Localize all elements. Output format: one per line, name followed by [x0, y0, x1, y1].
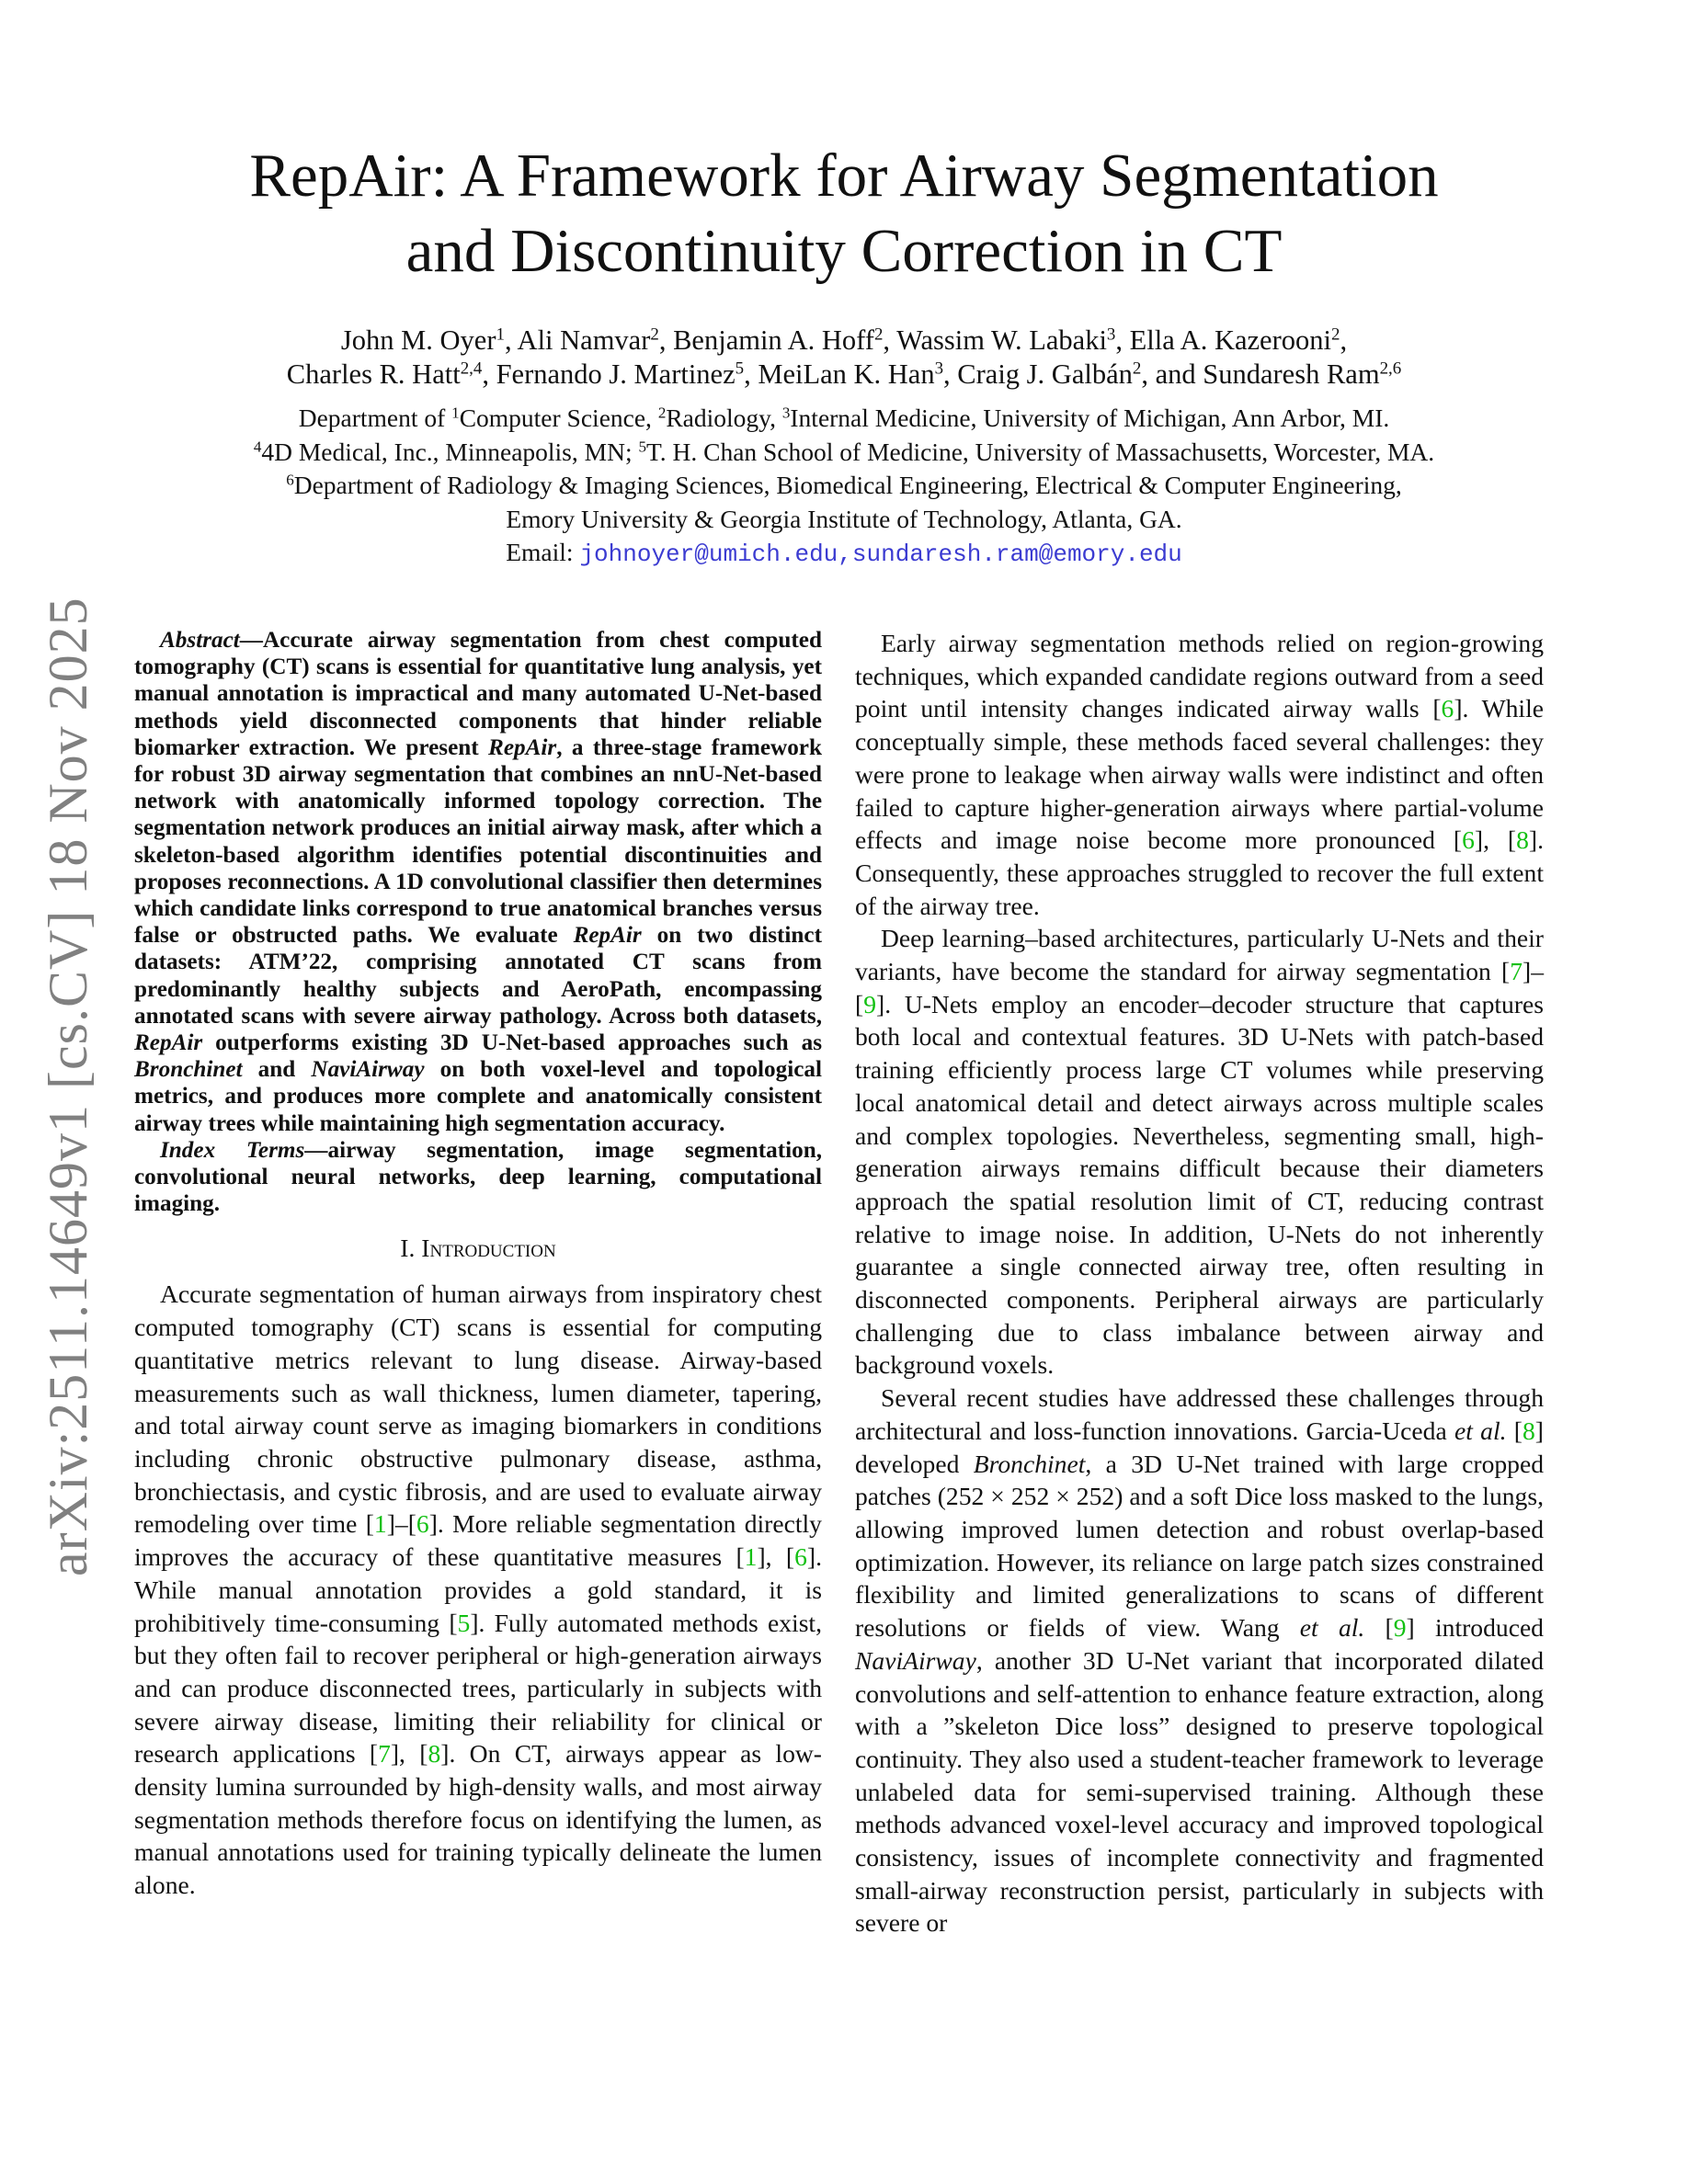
abstract-text: Accurate airway segmentation from chest computed tomography (CT) scans is essential for quantitative lung analysis, yet manual annotation is impractical and many automated U-Net-based methods yield disconnected components that hinder reliable biomarker extraction. We present: [134, 628, 822, 760]
paragraph-text: ]–[: [855, 957, 1544, 1018]
paragraph-text: ], [: [390, 1739, 428, 1769]
paragraph-text: ]. While conceptually simple, these methods faced several challenges: they were prone to leakage when airway walls were indistinct and often failed to capture higher-generation airways where partial-volume effects and image noise become more pronounced [: [855, 694, 1544, 855]
author-name: MeiLan K. Han: [758, 358, 935, 390]
citation-link[interactable]: 6: [1462, 825, 1475, 855]
method-name: NaviAirway: [311, 1057, 425, 1083]
author-name: Sundaresh Ram: [1203, 358, 1380, 390]
paragraph-text: ]. Fully automated methods exist, but they often fail to recover peripheral or high-generation airways and can produce disconnected trees, particularly in subjects with severe airway disease, limiting their reliability for clinical or research applications [: [134, 1608, 822, 1769]
abstract-dash: —: [239, 628, 263, 653]
method-name: Bronchinet: [973, 1449, 1086, 1478]
paragraph-text: ]. U-Nets employ an encoder–decoder structure that captures both local and contextual features. 3D U-Nets with patch-based training efficiently process large CT volumes while preserving local anatomical detail and detect airways across multiple scales and complex topologies. Nevertheless, segmenting small, high-generation airways remains difficult because their diameters approach the spatial resolution limit of CT, reducing contrast relative to image noise. In addition, U-Nets do not inherently guarantee a single connected airway tree, often resulting in disconnected components. Peripheral airways are particularly challenging due to class imbalance between airway and background voxels.: [855, 989, 1544, 1380]
author-name: Ella A. Kazerooni: [1129, 324, 1331, 356]
affiliation-text: Computer Science,: [459, 404, 658, 432]
citation-link[interactable]: 8: [428, 1739, 441, 1769]
left-column: [134, 627, 822, 1902]
method-name: NaviAirway: [855, 1645, 976, 1675]
paragraph-text: ], [: [1474, 825, 1517, 855]
abstract-text: outperforms existing 3D U-Net-based approaches such as: [202, 1030, 822, 1056]
abstract-text: , a three-stage framework for robust 3D airway segmentation that combines an nnU-Net-based network with anatomically informed topology correction. The segmentation network produces an initial airway mask, after which a skeleton-based algorithm identifies potential discontinuities and proposes reconnections. A 1D convolutional classifier then determines which candidate links correspond to true anatomical branches versus false or obstructed paths. We evaluate: [134, 734, 822, 949]
citation-link[interactable]: 1: [744, 1542, 758, 1572]
abstract-label: Abstract: [160, 628, 240, 653]
author-name: Ali Namvar: [517, 324, 651, 356]
author-affiliation: 2,4: [460, 358, 483, 379]
author-affiliation: 3: [1106, 324, 1116, 345]
emphasis-text: et al.: [1299, 1613, 1365, 1643]
paragraph-text: ] introduced: [1406, 1613, 1544, 1643]
author-affiliation: 1: [496, 324, 505, 345]
section-title: Introduction: [421, 1234, 556, 1263]
affiliation-line-3: [0, 469, 1688, 503]
paragraph-text: [: [1506, 1416, 1523, 1445]
index-terms-dash: —: [304, 1137, 328, 1163]
index-terms-label: Index Terms: [160, 1137, 305, 1163]
affiliation-line-2: [0, 436, 1688, 470]
paragraph-text: ]. While manual annotation provides a gold standard, it is prohibitively time-consuming [: [134, 1542, 822, 1637]
method-name: RepAir: [134, 1030, 203, 1056]
email-link-oyer[interactable]: johnoyer@umich.edu: [579, 540, 838, 568]
affiliation-mark: 6: [286, 471, 294, 489]
author-name: Craig J. Galbán: [957, 358, 1133, 390]
index-terms: [134, 1137, 822, 1218]
author-name: Charles R. Hatt: [286, 358, 461, 390]
emphasis-text: et al.: [1454, 1416, 1507, 1445]
affiliation-text: Department of Radiology & Imaging Sciences, Biomedical Engineering, Electrical & Computer Engineering,: [293, 471, 1402, 499]
author-line-1: John M. Oyer$^1$, Ali Namvar$^2$, Benjamin A. Hoff$^2$, Wassim W. Labaki$^3$, Ella A. Kazerooni$^2$,: [340, 324, 1348, 356]
paragraph-text: Several recent studies have addressed these challenges through architectural and loss-function innovations. Garcia-Uceda: [855, 1383, 1544, 1445]
affiliation-mark: 5: [638, 438, 646, 456]
paragraph-text: ] developed: [855, 1416, 1544, 1478]
email-separator: ,: [838, 540, 852, 568]
citation-link[interactable]: 9: [863, 989, 876, 1018]
body-paragraph-region-growing: [855, 627, 1544, 922]
affiliation-mark: 4: [253, 438, 262, 456]
affiliation-text: Department of: [298, 404, 452, 432]
affiliations: [0, 402, 1688, 572]
affiliation-text: T. H. Chan School of Medicine, University of Massachusetts, Worcester, MA.: [645, 437, 1435, 466]
method-name: Bronchinet: [134, 1057, 243, 1083]
body-paragraph-deep-learning: [855, 922, 1544, 1382]
affiliation-mark: 2: [657, 404, 667, 422]
email-row: [0, 536, 1688, 572]
paragraph-text: ]. On CT, airways appear as low-density lumina surrounded by high-density walls, and most airway segmentation methods therefore focus on identifying the lumen, as manual annotations used for training typically delineate the lumen alone.: [134, 1739, 822, 1900]
section-numeral: I.: [400, 1234, 422, 1263]
citation-link[interactable]: 9: [1393, 1613, 1407, 1643]
author-name: Fernando J. Martinez: [496, 358, 736, 390]
affiliation-line-4: Emory University & Georgia Institute of Technology, Atlanta, GA.: [506, 504, 1182, 533]
affiliation-mark: 1: [451, 404, 460, 422]
affiliation-text: Internal Medicine, University of Michigan, Ann Arbor, MI.: [790, 404, 1390, 432]
paragraph-text: Early airway segmentation methods relied on region-growing techniques, which expanded candidate regions outward from a seed point until intensity changes indicated airway walls [: [855, 629, 1544, 723]
affiliation-mark: 3: [781, 404, 791, 422]
author-line-2: Charles R. Hatt$^{2,4}$, Fernando J. Martinez$^5$, MeiLan K. Han$^3$, Craig J. Galbán$^2$, and Sundaresh Ram$^{2,6}$: [286, 358, 1402, 390]
author-affiliation: 5: [735, 358, 745, 379]
paper-title: [0, 138, 1688, 289]
section-heading-introduction: [134, 1233, 822, 1264]
author-name: John M. Oyer: [340, 324, 496, 356]
affiliation-text: 4D Medical, Inc., Minneapolis, MN;: [261, 437, 639, 466]
author-affiliation: 2: [1132, 358, 1142, 379]
citation-link[interactable]: 7: [378, 1739, 391, 1769]
paragraph-text: [: [1364, 1613, 1394, 1643]
arxiv-identifier-banner: arXiv:2511.14649v1 [cs.CV] 18 Nov 2025: [38, 597, 98, 1576]
citation-link[interactable]: 1: [373, 1509, 387, 1539]
abstract-text: and: [242, 1057, 312, 1083]
title-line-2: and Discontinuity Correction in CT: [405, 217, 1283, 285]
abstract-text: on two distinct datasets: ATM’22, comprising annotated CT scans from predominantly healthy subjects and AeroPath, encompassing annotated scans with severe airway pathology. Across both datasets,: [134, 923, 822, 1029]
author-list: [0, 324, 1688, 392]
author-affiliation: 2: [1330, 324, 1340, 345]
author-affiliation: 3: [934, 358, 944, 379]
citation-link[interactable]: 7: [1510, 957, 1523, 986]
right-column: [855, 627, 1544, 1939]
email-link-ram[interactable]: sundaresh.ram@emory.edu: [851, 540, 1182, 568]
email-label: Email:: [506, 538, 580, 566]
author-affiliation: 2,6: [1379, 358, 1402, 379]
author-name: Wassim W. Labaki: [896, 324, 1107, 356]
citation-link[interactable]: 6: [416, 1509, 429, 1539]
abstract-text: on both voxel-level and topological metrics, and produces more complete and anatomically consistent airway trees while maintaining high segmentation accuracy.: [134, 1057, 822, 1136]
body-paragraph-recent-studies: [855, 1382, 1544, 1939]
citation-link[interactable]: 6: [794, 1542, 807, 1572]
paragraph-text: , a 3D U-Net trained with large cropped patches (252 × 252 × 252) and a soft Dice loss masked to the lungs, allowing improved lumen detection and robust overlap-based optimization. However, its reliance on large patch sizes constrained flexibility and limited generalizations to scans of different resolutions or fields of view. Wang: [855, 1449, 1545, 1643]
paragraph-text: ]. Consequently, these approaches struggled to recover the full extent of the airway tree.: [855, 825, 1544, 920]
abstract: [134, 627, 822, 1137]
method-name: RepAir: [573, 923, 642, 949]
citation-link[interactable]: 8: [1523, 1416, 1535, 1445]
affiliation-line-1: [0, 402, 1688, 436]
paragraph-text: ], [: [757, 1542, 795, 1572]
paragraph-text: ]–[: [386, 1509, 416, 1539]
citation-link[interactable]: 6: [1441, 694, 1454, 723]
author-name: Benjamin A. Hoff: [673, 324, 874, 356]
citation-link[interactable]: 8: [1516, 825, 1529, 855]
method-name: RepAir: [488, 734, 557, 760]
author-conjunction: and: [1155, 358, 1196, 390]
paragraph-text: Deep learning–based architectures, particularly U-Nets and their variants, have become the standard for airway segmentation [: [855, 924, 1544, 986]
author-affiliation: 2: [650, 324, 659, 345]
citation-link[interactable]: 5: [457, 1608, 471, 1637]
paragraph-text: Accurate segmentation of human airways from inspiratory chest computed tomography (CT) scans is essential for computing quantitative metrics relevant to lung disease. Airway-based measurements such as wall thickness, lumen diameter, tapering, and total airway count serve as imaging biomarkers in conditions including chronic obstructive pulmonary disease, asthma, bronchiectasis, and cystic fibrosis, and are used to evaluate airway remodeling over time [: [134, 1280, 822, 1539]
title-line-1: RepAir: A Framework for Airway Segmentation: [249, 142, 1439, 210]
index-terms-text: airway segmentation, image segmentation, convolutional neural networks, deep learning, computational imaging.: [134, 1137, 823, 1217]
affiliation-text: Radiology,: [666, 404, 782, 432]
author-affiliation: 2: [873, 324, 884, 345]
intro-paragraph-1: [134, 1278, 822, 1901]
paragraph-text: , another 3D U-Net variant that incorporated dilated convolutions and self-attention to enhance feature extraction, along with a ”skeleton Dice loss” designed to preserve topological continuity. They also used a student-teacher framework to leverage unlabeled data for semi-supervised training. Although these methods advanced voxel-level accuracy and improved topological consistency, issues of incomplete connectivity and fragmented small-airway reconstruction persist, particularly in subjects with severe or: [855, 1645, 1544, 1938]
paragraph-text: ]. More reliable segmentation directly improves the accuracy of these quantitative measures [: [134, 1509, 822, 1572]
